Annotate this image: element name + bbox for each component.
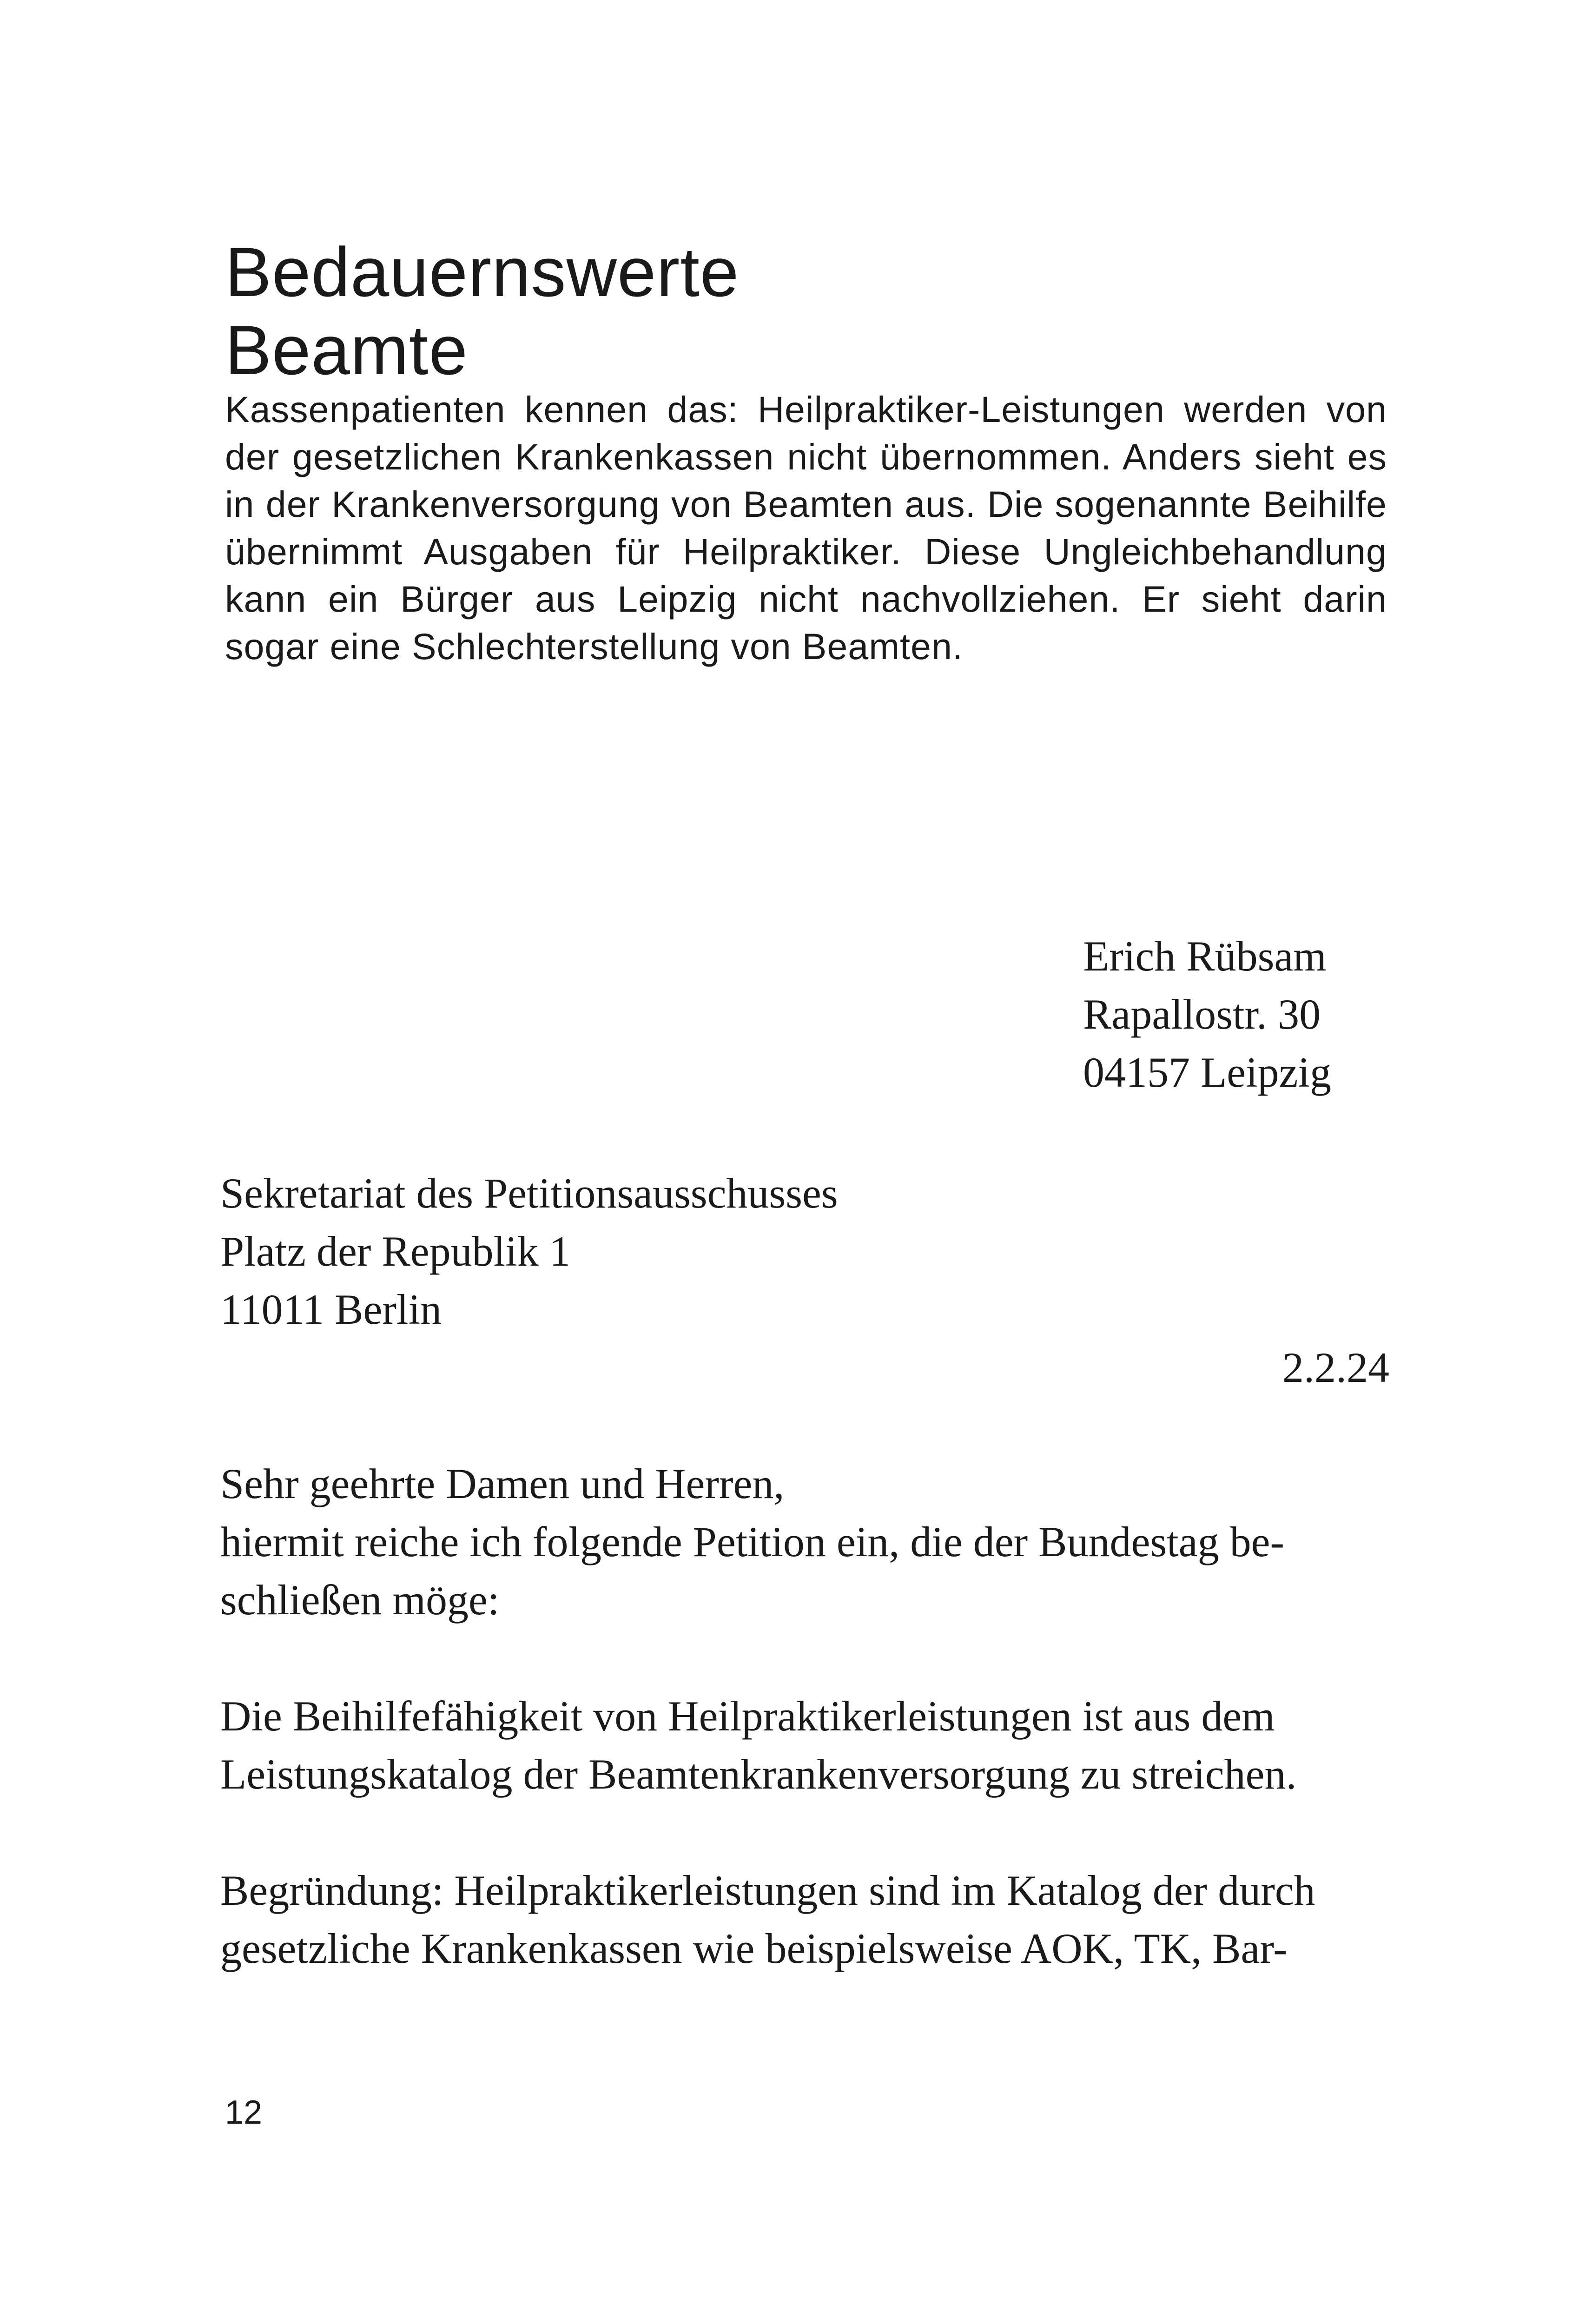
sender-name: Erich Rübsam — [1083, 932, 1327, 980]
letter-body — [220, 1455, 1410, 1978]
salutation: Sehr geehrte Damen und Herren, — [220, 1460, 785, 1507]
article-title-line-2: Beamte — [225, 310, 468, 389]
petition-text-line-1: Die Beihilfefähigkeit von Heilpraktikerleistungen ist aus dem — [220, 1692, 1275, 1740]
petition-text-line-2: Leistungskatalog der Beamtenkrankenversorgung zu streichen. — [220, 1750, 1297, 1798]
letter-date: 2.2.24 — [1282, 1344, 1389, 1391]
sender-street: Rapallostr. 30 — [1083, 990, 1321, 1038]
page-number: 12 — [225, 2094, 263, 2131]
article-title-line-1: Bedauernswerte — [225, 232, 740, 311]
recipient-line-2: Platz der Republik 1 — [220, 1228, 571, 1275]
article-intro: Kassenpatienten kennen das: Heilpraktiker-Leistungen werden von der gesetzlichen Krankenkassen nicht übernommen. Anders sieht es in der Krankenversorgung von Beamten aus. Die sogenannte Beihilfe übernimmt Ausgaben für Heilpraktiker. Diese Ungleichbehandlung kann ein Bürger aus Leipzig nicht nachvollziehen. Er sieht darin sogar eine Schlechterstellung von Beamten. — [225, 389, 1387, 667]
sender-city: 04157 Leipzig — [1083, 1049, 1331, 1096]
paragraph-gap — [220, 1629, 1410, 1687]
recipient-line-3: 11011 Berlin — [220, 1286, 442, 1333]
recipient-address — [220, 1164, 838, 1339]
article-title — [225, 233, 1062, 389]
reason-line-2: gesetzliche Krankenkassen wie beispielsweise AOK, TK, Bar- — [220, 1925, 1288, 1972]
paragraph-gap — [220, 1803, 1410, 1862]
petition-intro-line-2: schließen möge: — [220, 1576, 500, 1624]
reason-line-1: Begründung: Heilpraktikerleistungen sind im Katalog der durch — [220, 1867, 1315, 1914]
recipient-line-1: Sekretariat des Petitionsausschusses — [220, 1169, 838, 1217]
sender-address — [1083, 927, 1331, 1102]
petition-intro-line-1: hiermit reiche ich folgende Petition ein, die der Bundestag be- — [220, 1518, 1285, 1565]
